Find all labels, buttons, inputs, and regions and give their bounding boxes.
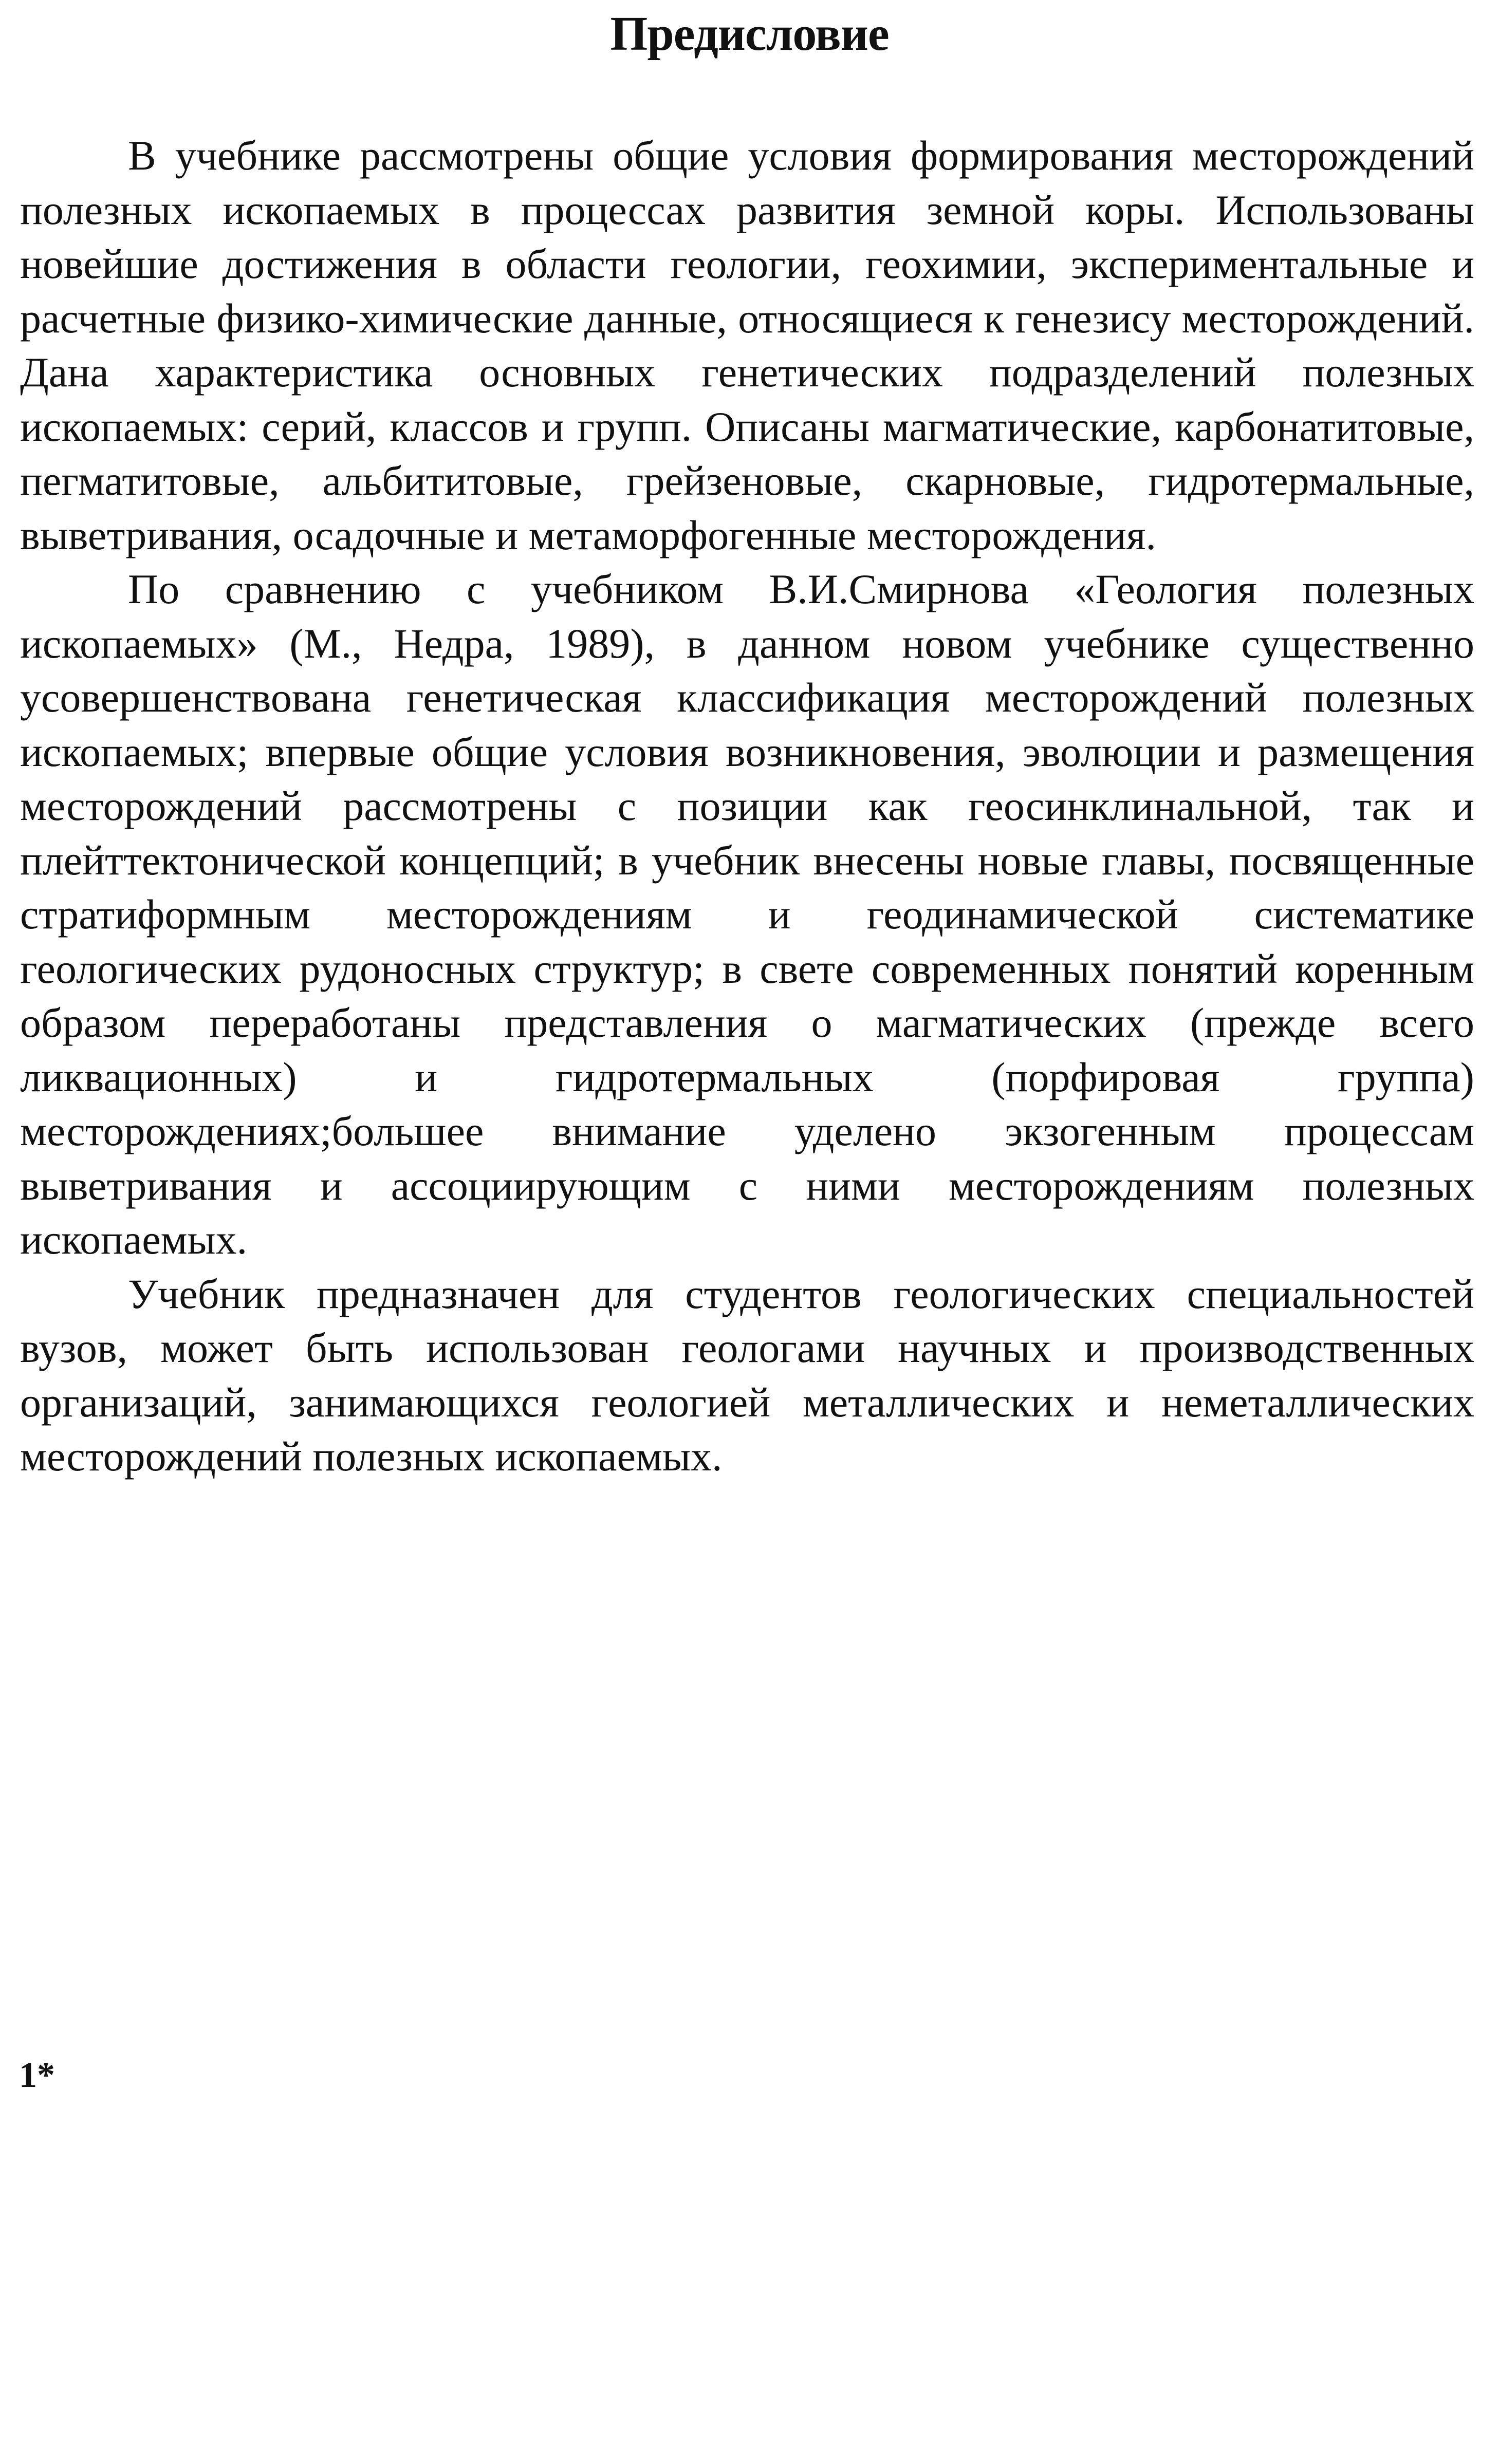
signature-mark: 1* — [19, 2056, 55, 2095]
paragraph-1: В учебнике рассмотрены общие условия формирования месторождений полезных ископаемых в процессах развития земной коры. Использованы новейшие достижения в области геологии, геохимии, экспериментальные и расчетные физико-химические данные, относящиеся к генезису месторождений. Дана характеристика основных генетических подразделений полезных ископаемых: серий, классов и групп. Описаны магматические, карбонатитовые, пегматитовые, альбититовые, грейзеновые, скарновые, гидротермальные, выветривания, осадочные и метаморфогенные месторождения. — [20, 132, 1474, 558]
page-title: Предисловие — [610, 7, 889, 61]
paragraph-2: По сравнению с учебником В.И.Смирнова «Геология полезных ископаемых» (М., Недра, 1989), в данном новом учебнике существенно усовершенствована генетическая классификация месторождений полезных ископаемых; впервые общие условия возникновения, эволюции и размещения месторождений рассмотрены с позиции как геосинклинальной, так и плейттектонической концепций; в учебник внесены новые главы, посвященные стратиформным месторождениям и геодинамической систематике геологических рудоносных структур; в свете современных понятий коренным образом переработаны представления о магматических (прежде всего ликвационных) и гидротермальных (порфировая группа) месторождениях;большее внимание уделено экзогенным процессам выветривания и ассоциирующим с ними месторождениям полезных ископаемых. — [20, 566, 1474, 1263]
preface-body — [20, 128, 1474, 1484]
paragraph-3: Учебник предназначен для студентов геологических специальностей вузов, может быть использован геологами научных и производственных организаций, занимающихся геологией металлических и неметаллических месторождений полезных ископаемых. — [20, 1270, 1474, 1480]
